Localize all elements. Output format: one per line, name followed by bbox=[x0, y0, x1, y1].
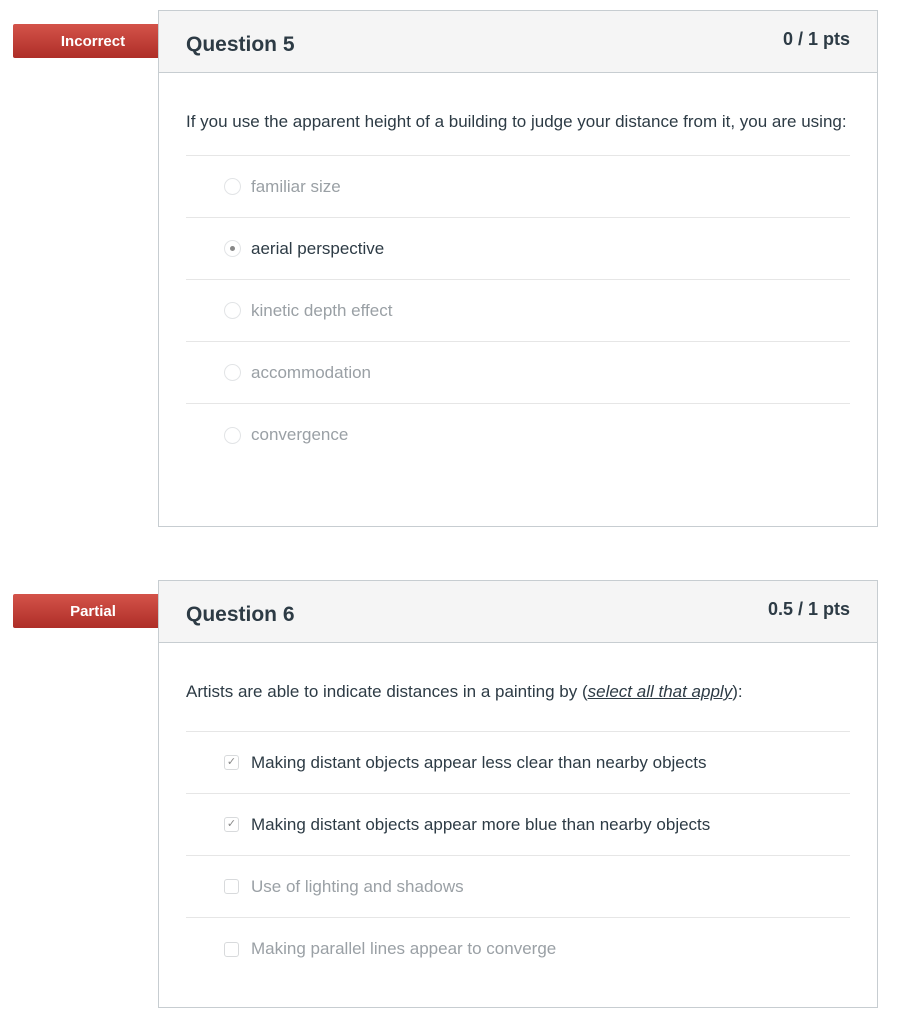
question-points: 0.5 / 1 pts bbox=[767, 599, 850, 619]
answer-option[interactable] bbox=[186, 342, 850, 404]
option-label: Making distant objects appear more blue than nearby objects bbox=[251, 814, 711, 834]
checkbox-checked-icon[interactable]: ✓ bbox=[224, 817, 239, 832]
question-header bbox=[159, 581, 877, 643]
radio-button-selected[interactable] bbox=[224, 240, 241, 257]
question-header bbox=[159, 11, 877, 73]
emphasis-text: select all that apply bbox=[587, 682, 733, 701]
answer-option-checked[interactable] bbox=[186, 732, 850, 794]
radio-button[interactable] bbox=[224, 364, 241, 381]
option-label: aerial perspective bbox=[251, 238, 385, 258]
question-title: Question 5 bbox=[186, 33, 295, 56]
option-label: convergence bbox=[251, 425, 349, 444]
radio-button[interactable] bbox=[224, 302, 241, 319]
checkbox[interactable] bbox=[224, 879, 239, 894]
question-text: If you use the apparent height of a building to judge your distance from it, you are using: bbox=[186, 73, 850, 156]
checkbox-checked-icon[interactable]: ✓ bbox=[224, 755, 239, 770]
question-6-card bbox=[158, 580, 878, 1008]
question-title: Question 6 bbox=[186, 603, 295, 626]
option-label: Use of lighting and shadows bbox=[251, 876, 464, 896]
question-points: 0 / 1 pts bbox=[782, 29, 850, 49]
answer-option[interactable] bbox=[186, 918, 850, 980]
option-label: Making distant objects appear less clear than nearby objects bbox=[251, 752, 707, 772]
question-5-card bbox=[158, 10, 878, 527]
answer-option[interactable] bbox=[186, 404, 850, 466]
checkbox[interactable] bbox=[224, 942, 239, 957]
option-label: familiar size bbox=[251, 176, 341, 196]
option-label: accommodation bbox=[251, 362, 372, 382]
partial-badge: Partial bbox=[13, 594, 173, 628]
option-label: Making parallel lines appear to converge bbox=[251, 939, 557, 958]
radio-button[interactable] bbox=[224, 427, 241, 444]
incorrect-badge: Incorrect bbox=[13, 24, 173, 58]
answer-option-checked[interactable] bbox=[186, 794, 850, 856]
answer-option-selected[interactable] bbox=[186, 218, 850, 280]
option-label: kinetic depth effect bbox=[251, 300, 393, 320]
radio-button[interactable] bbox=[224, 178, 241, 195]
answer-option[interactable] bbox=[186, 280, 850, 342]
answer-option[interactable] bbox=[186, 156, 850, 218]
question-text: Artists are able to indicate distances in a painting by (select all that apply): bbox=[186, 643, 850, 732]
answer-option[interactable] bbox=[186, 856, 850, 918]
